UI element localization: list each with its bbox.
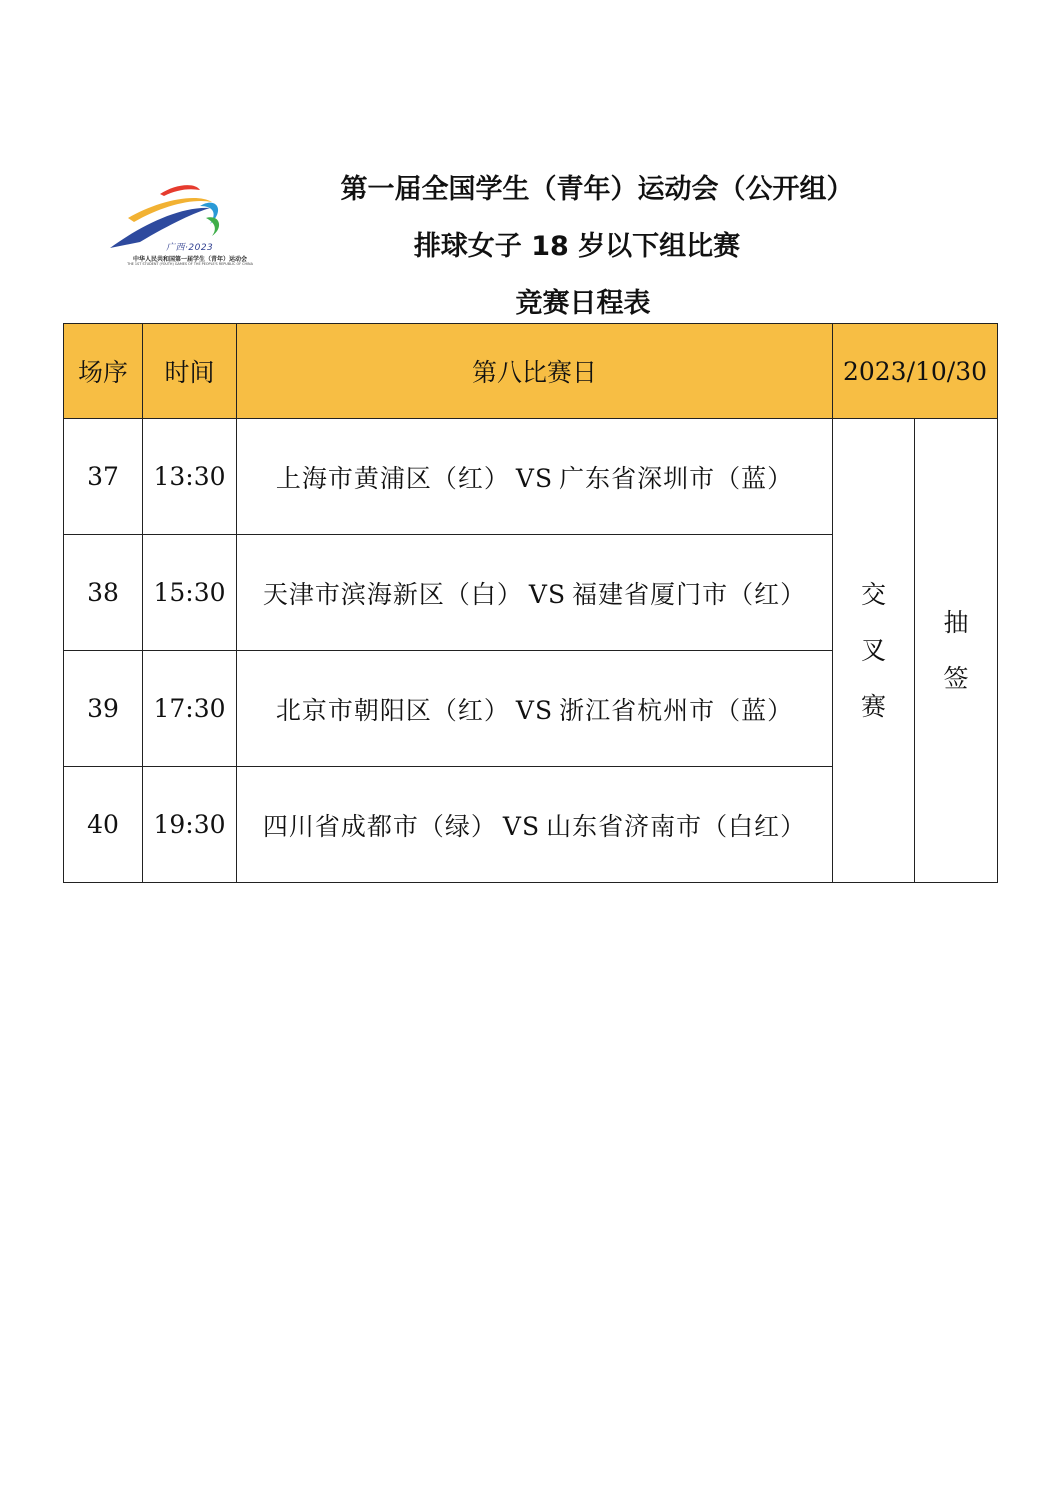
away-team: 福建省厦门市（红）	[572, 579, 807, 609]
match-time: 15:30	[143, 535, 237, 651]
away-team: 广东省深圳市（蓝）	[559, 463, 794, 493]
logo-year-text: 广西·2023	[166, 243, 214, 253]
home-team: 北京市朝阳区（红）	[275, 695, 510, 725]
table-row	[64, 419, 998, 535]
match-teams	[237, 767, 833, 883]
match-order: 40	[64, 767, 143, 883]
match-order: 37	[64, 419, 143, 535]
away-team: 山东省济南市（白红）	[546, 811, 807, 841]
draw-cell	[915, 419, 998, 883]
stage-cell	[833, 419, 915, 883]
match-teams	[237, 419, 833, 535]
away-team: 浙江省杭州市（蓝）	[559, 695, 794, 725]
match-time: 19:30	[143, 767, 237, 883]
vs-label: VS	[528, 579, 567, 609]
logo-chinese-name: 中华人民共和国第一届学生（青年）运动会	[132, 256, 247, 263]
match-order: 38	[64, 535, 143, 651]
home-team: 天津市滨海新区（白）	[262, 579, 523, 609]
match-teams	[237, 535, 833, 651]
header-order: 场序	[64, 324, 143, 419]
header-date: 2023/10/30	[833, 324, 998, 419]
home-team: 四川省成都市（绿）	[262, 811, 497, 841]
draw-char: 抽	[943, 607, 969, 637]
stage-char: 交	[860, 579, 886, 609]
schedule-table	[63, 323, 998, 883]
logo-english-name: THE 1ST STUDENT (YOUTH) GAMES OF THE PEOPLE'S REPUBLIC OF CHINA	[127, 262, 253, 266]
header-time: 时间	[143, 324, 237, 419]
match-teams	[237, 651, 833, 767]
match-order: 39	[64, 651, 143, 767]
title-line-1: 第一届全国学生（青年）运动会（公开组）	[340, 174, 854, 205]
stage-char: 叉	[860, 635, 886, 665]
draw-char: 签	[943, 663, 969, 693]
table-header-row	[64, 324, 998, 419]
title-line-3: 竞赛日程表	[515, 288, 651, 319]
vs-label: VS	[502, 811, 541, 841]
match-time: 17:30	[143, 651, 237, 767]
title-line-2: 排球女子 18 岁以下组比赛	[413, 231, 741, 262]
stage-char: 赛	[860, 691, 886, 721]
match-time: 13:30	[143, 419, 237, 535]
home-team: 上海市黄浦区（红）	[275, 463, 510, 493]
header-match-day: 第八比赛日	[237, 324, 833, 419]
vs-label: VS	[515, 463, 554, 493]
vs-label: VS	[515, 695, 554, 725]
